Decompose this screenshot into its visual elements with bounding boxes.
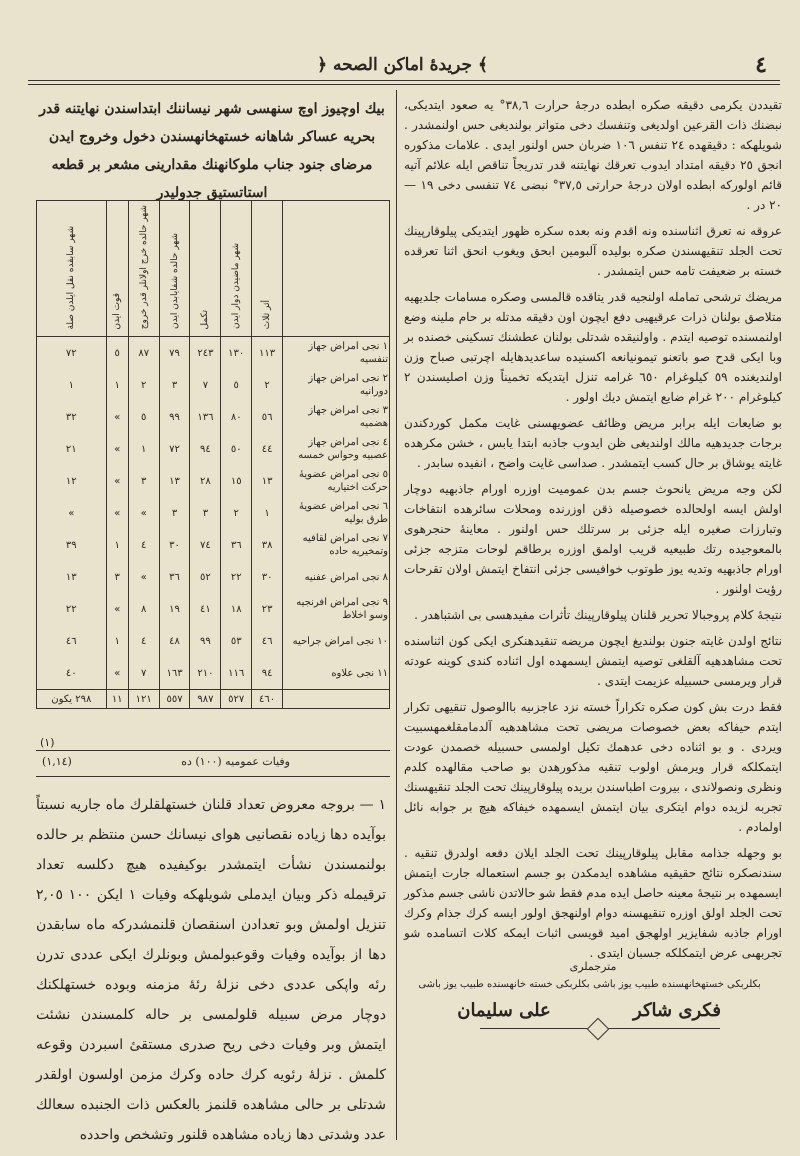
- table-cell: ١٨: [221, 593, 252, 625]
- paragraph: نتيجهٔ كلام پروجبالا تحرير قلنان پيلوقارپينك تأثرات مفيدهسى بى اشتباهدر .: [414, 608, 782, 622]
- table-header: شهر سابقده نقل ايلدن صلة: [37, 201, 107, 337]
- table-row: [37, 465, 390, 497]
- table-cell: ٣: [159, 497, 190, 529]
- table-cell: ١: [106, 529, 128, 561]
- paragraph: بو وجهله جذامه مقابل پيلوقارپينك تحت الجلد ايلان دفعه اولدرق تنقيه . سندنصكره نتائج حقيقيه مشاهده ايدمكدن بو جسم استعماله جارت ايتمش ايسمهده بر نتيجهٔ معينه حاصل ايده مدم فقط شو حالاتدن ناشى جسم مذكور تحت الجلد اولق اوزره تنقيهسنه دوام اولنهجق اولور ايسه كرك جذام وكرك اورام جاذبه شفايزير اولهجق اميد قويسى اثبات ايمكه كلات اتسامده شو تجربهىى عرض ايتمكلكه جسبان ايتدى .: [403, 846, 782, 960]
- table-cell: ٢٤٣: [190, 337, 221, 370]
- table-caption: بيك اوچيوز اوچ سنهسى شهر نيساننك ابتداسندن نهايتنه قدر بحريه عساكر شاهانه خستهخانهسندن دخول وخروج ايدن مرضاى جنود جناب ملوكانهنك مقدارينى مشعر بر قطعه استاتستيق جدوليدر: [39, 101, 385, 201]
- table-cell: ٥: [106, 337, 128, 370]
- disease-label: ٣ نجى امراض جهاز هضميه: [283, 401, 390, 433]
- signatory-title: بكلربكى خستهخانهسنده طبيب يوز باشى: [593, 979, 761, 990]
- table-cell: ٣٦: [159, 561, 190, 593]
- page-number: ٤: [755, 52, 767, 78]
- table-cell: »: [37, 497, 107, 529]
- disease-label: ١١ نجى علاوه: [283, 657, 390, 690]
- table-cell: ١٣: [252, 465, 283, 497]
- table-cell: ١١٣: [252, 337, 283, 370]
- disease-label: ٤ نجى امراض جهاز عصبيه وحواس خمسه: [283, 433, 390, 465]
- paragraph: لكن وجه مريض يانحوث جسم بدن عموميت اوزره اورام جاذبهيه دوچار اولش ايسه اولحالده خصوصيله ذقن اوزرنده ومحلات سائرهده انتفاخات وتبارزات صغيره ايله جزئى بر سرتلك حس اولنور . معاينهٔ حنجرهوى بالمعوجيده رتك طبيعيه قريب اولمق اوزره برطاقم لوحات متزجه جزئى اورام جاذبهيه وتديه يوز طوتوب خوافيسى جزئى انتفاخ ايتمش اولان تقرحات رؤيت اولنور .: [404, 482, 782, 596]
- table-header: تكمل: [190, 201, 221, 337]
- disease-label: ٢ نجى امراض جهاز دورانيه: [283, 369, 390, 401]
- disease-label: ١٠ نجى امراض جراحيه: [283, 625, 390, 657]
- total-cell: ٥٥٧: [159, 690, 190, 709]
- table-cell: ٢٣: [252, 593, 283, 625]
- table-cell: ٥٦: [252, 401, 283, 433]
- deaths-value: (١,١٤): [42, 755, 72, 768]
- table-cell: ٥٠: [221, 433, 252, 465]
- table-row: [37, 369, 390, 401]
- signatory-right: [582, 979, 772, 1021]
- table-header: شهر حالده شفايابدن ايدن: [159, 201, 190, 337]
- total-cell: ٩٨٧: [190, 690, 221, 709]
- table-cell: ١٣: [159, 465, 190, 497]
- table-header: قوت ايدن: [106, 201, 128, 337]
- disease-label: ٩ نجى امراض افرنجيه وسو اخلاط: [283, 593, 390, 625]
- table-header: شهر حالده خرج اولانلر قدر خروج: [128, 201, 159, 337]
- table-cell: »: [106, 497, 128, 529]
- ornament-divider: [480, 1028, 720, 1041]
- table-cell: ٢: [128, 369, 159, 401]
- table-row: [37, 401, 390, 433]
- table-cell: ٢: [221, 497, 252, 529]
- table-cell: »: [106, 401, 128, 433]
- table-cell: ٤١: [190, 593, 221, 625]
- table-cell: ٢٢: [37, 593, 107, 625]
- table-cell: ١٢: [37, 465, 107, 497]
- table-row: [37, 433, 390, 465]
- table-header: أثر ثلاث: [252, 201, 283, 337]
- paragraph: مريضك ترشحى تمامله اولنجيه قدر يتاقده قالمسى وصكره مسامات جلديهيه متلاصق بولنان ذرات عرقيهيى دفع ايچون اون دقيقه مدتله بر حام ملينه وضع اولنمسنده توصيه ايتدم . واولنيقده شدتلى بولنان عطشنك تسكينى خصنده بر وبا ايكى قدح صو باتعنو تيمونيانعه اكسنيده ساعديدهايله اچرتبى صباح وزن اولنديغنده ٥٩ كيلوغرام ٦٥٠ غرامه تنزل ايتديكه تخميناً وزن اصلیسندن ٢ كيلوغرام ٢٠٠ غرام ضايع ايتمش ديك اولور .: [404, 290, 783, 404]
- table-cell: ٤٠: [37, 657, 107, 690]
- table-row: [37, 561, 390, 593]
- signatory-name: على سليمان: [457, 1000, 551, 1021]
- column-divider: [396, 90, 397, 1140]
- total-cell: ٢٩٨ يكون: [37, 690, 107, 709]
- header-rule: [28, 80, 780, 81]
- table-cell: ٩٩: [159, 401, 190, 433]
- table-cell: ٧: [128, 657, 159, 690]
- page-header: [30, 50, 775, 80]
- deaths-label: وفيات عموميه (١٠٠) ده: [181, 755, 290, 768]
- table-cell: ٢٨: [190, 465, 221, 497]
- totals-label-cell: [283, 690, 390, 709]
- total-cell: ١٢١: [128, 690, 159, 709]
- table-cell: ٧٩: [159, 337, 190, 370]
- table-cell: »: [128, 561, 159, 593]
- table-cell: ٨٠: [221, 401, 252, 433]
- signatory-name: فكرى شاكر: [633, 1000, 721, 1021]
- table-cell: ٢١: [37, 433, 107, 465]
- table-cell: ٣٦: [221, 529, 252, 561]
- table-cell: ١: [106, 369, 128, 401]
- table-cell: ١١٦: [221, 657, 252, 690]
- table-cell: ٩٩: [190, 625, 221, 657]
- table-cell: ٤٦: [37, 625, 107, 657]
- table-cell: ٤٤: [252, 433, 283, 465]
- disease-label: ٥ نجى امراض عضويهٔ حركت اختياريه: [283, 465, 390, 497]
- table-cell: ٤٦: [252, 625, 283, 657]
- total-cell: ١١: [106, 690, 128, 709]
- table-row: [37, 529, 390, 561]
- table-cell: ٥: [221, 369, 252, 401]
- table-header-row: [37, 201, 390, 337]
- table-cell: ١: [37, 369, 107, 401]
- table-cell: ٧: [190, 369, 221, 401]
- table-cell: ١٣: [37, 561, 107, 593]
- table-row: [37, 337, 390, 370]
- table-cell: ٣٢: [37, 401, 107, 433]
- table-cell: ٢: [252, 369, 283, 401]
- disease-label: ٨ نجى امراض عفنيه: [283, 561, 390, 593]
- table-cell: ١٩: [159, 593, 190, 625]
- table-cell: ٣: [190, 497, 221, 529]
- table-cell: ٣٩: [37, 529, 107, 561]
- table-cell: ١: [128, 433, 159, 465]
- table-cell: ٣: [106, 561, 128, 593]
- paragraph: تقيددن يكرمى دقيقه صكره ابطده درجهٔ حرارت ٣٨,٦° يه صعود ايتديكى، نبضنك ذات القرعين اولديغى وتنفسك دخى متواتر بولنديغى حس اولنمشدر . شويلهكه : دقيقهده ٢٤ تنفس ١٠٦ ضربان حس اولنور ايدى . علامات مذكوره انجق ٢٥ دقيقه امتداد ايدوب تعرقك نهايتنه قدر تدريجاً تناقص ايله علائم آتيه قائم اولوركه ابطده اولان درجهٔ حرارتى ٣٧,٥° نبضى ٧٤ تنفسى دخى ١٩ — ٢٠ در .: [404, 98, 783, 212]
- paragraph: نتائج اولدن غايته جنون بولنديغ ايچون مريضه تنقيدهنكرى ايكى كون اثناسنده تحت مشاهدهيه آلقلغى توصيه ايتمش ايسمهده اول اثناده كندى كوينه عودته قرار ويرمسى حسبيله عزيمت ايتدى .: [404, 634, 782, 688]
- table-cell: ٣: [159, 369, 190, 401]
- table-cell: ٢٢: [221, 561, 252, 593]
- table-cell: ٣٠: [159, 529, 190, 561]
- table-cell: ١٣٠: [221, 337, 252, 370]
- table-cell: ٥٢: [190, 561, 221, 593]
- table-cell: ٢١٠: [190, 657, 221, 690]
- table-cell: ٣٨: [252, 529, 283, 561]
- table-row: [37, 657, 390, 690]
- disease-label: ١ نجى امراض جهاز تنفسيه: [283, 337, 390, 370]
- table-cell: ٥: [128, 401, 159, 433]
- left-column-text: [36, 790, 386, 1156]
- right-column: [404, 95, 782, 969]
- total-cell: ٤٦٠: [252, 690, 283, 709]
- paragraph: فقط درت بش كون صكره تكراراً خسته نزد عاجزىيه باالوصول تنقيهى تكرار ايتدم حيفاكه بعض خصوصات مريضى تحت مشاهدهيه آلدمامقلغمهسبيت ويردى . و بو اثناده دخى عدهمك تكيل اولمسى حسبيله خصمدن عودت ايتمكلكه قرار ويرمش اولوب تنقيه مذكورهدن بو صاحب مقالهده كلدم ونظرى ونصولاندى ، بيروت اطباسندن بريده پيلوقارپينك تحت الجلد تنقيهسنك تجربه لزيده دوام ايتكرى بيان ايتمش ايسمهده خيفاكه هيچ بر جوابه نائل اولمادم .: [404, 700, 782, 834]
- translators-label: مترجملرى: [569, 960, 617, 973]
- paragraph: ١ — بروجه معروض تعداد قلنان خستهلقلرك ماه جاريه نسبتاً بوآيده دها زياده نقصانيى هواى نيسانك حسن منتظم بر حالده بولنمسندن نشأت ايتمشدر بوكيفيده هيچ دكلسه تعداد ترقيمله ذكر وبيان ايدملى شويلهكه وفيات ١ ايكن ١٠٠ ٢,٠٥ تنزيل اولمش وبو تعدادن اسنقصان قلنمشدركه ماه سابقدن دها از بوآيده وفيات وقوعبولمش وبونلرك ايكى عددى تدرن رئه واپكى عددى دخى نزلهٔ رئهٔ مزمنه وبوده خستهلكنك دوچار مرض سبيله قلولمسى بر حاله كلمسندن نشئت ايتمش وبر وفيات دخى ريح صدرى مستقىٔ اسبردن وقوعه كلمش . نزلهٔ رئويه كرك حاده وكرك مزمن اولسون اولقدر شدتلى بر حالى مشاهده قلنمز بالعكس ذات الجنبده سعالك عدد وشدتى دها زياده مشاهده قلنور وتشخص واحدده: [36, 797, 387, 1143]
- totals-row: [37, 690, 390, 709]
- table-row: [37, 593, 390, 625]
- table-cell: ٩٤: [190, 433, 221, 465]
- table-cell: ٩٤: [252, 657, 283, 690]
- table-cell: ٤٨: [159, 625, 190, 657]
- table-cell: »: [106, 593, 128, 625]
- table-cell: ٧٢: [159, 433, 190, 465]
- paragraph: بو ضايعات ايله برابر مريض وظائف عضويهسنى غايت مكمل كوردكندن برجات جديدهيه مالك اولنديغى ظن ايدوب جاذبه ابتدا يابس ، خشن مكرهده غايته يوشاق بر حال كسب ايتمشدر . صداسى غايت واضح ، انفيده سابدر .: [404, 416, 782, 470]
- table-cell: ١: [252, 497, 283, 529]
- table-row: [37, 625, 390, 657]
- disease-label: ٧ نجى امراض لقافيه وتمخيريه حاده: [283, 529, 390, 561]
- table-cell: »: [106, 465, 128, 497]
- table-cell: ١٥: [221, 465, 252, 497]
- deaths-rule: [36, 750, 390, 751]
- table-header-disease: [283, 201, 390, 337]
- table-cell: ٤: [128, 625, 159, 657]
- table-row: [37, 497, 390, 529]
- table-cell: »: [128, 497, 159, 529]
- journal-title: ﴿ جريدهٔ اماكن الصحه ﴾: [317, 55, 488, 75]
- table-cell: »: [106, 433, 128, 465]
- table-cell: ٧٢: [37, 337, 107, 370]
- table-note: (١): [40, 736, 55, 749]
- header-rule-double: [28, 84, 780, 85]
- table-cell: ٧٤: [190, 529, 221, 561]
- table-cell: ١٣٦: [190, 401, 221, 433]
- paragraph: عروقه نه تعرق اثناسنده ونه اقدم ونه بعده سكره ظهور ايتديكى پيلوقارپينك تحت الجلد تنقيهسندن صكره بوليده آلبومين ابحق ويغوب انحق اثنا تعرقده خسته بر ضعيفت تامه حس ايتمشدر .: [404, 224, 782, 278]
- table-cell: ٥٣: [221, 625, 252, 657]
- table-cell: ٨٧: [128, 337, 159, 370]
- disease-label: ٦ نجى امراض عضويهٔ طرق بوليه: [283, 497, 390, 529]
- signatory-left: [414, 979, 594, 1021]
- table-header: شهر ماضيدن دوار ايدن: [221, 201, 252, 337]
- table-cell: ٣: [128, 465, 159, 497]
- table-cell: ١٦٣: [159, 657, 190, 690]
- table-cell: ١: [106, 625, 128, 657]
- statistics-table: [36, 200, 390, 709]
- deaths-rule-bottom: [36, 776, 390, 777]
- table-cell: ٤: [128, 529, 159, 561]
- table-cell: »: [106, 657, 128, 690]
- total-cell: ٥٢٧: [221, 690, 252, 709]
- signatory-title: بكلربكى خسته خانهسنده طبيب يوز باشى: [418, 979, 590, 990]
- table-cell: ٨: [128, 593, 159, 625]
- table-cell: ٣٠: [252, 561, 283, 593]
